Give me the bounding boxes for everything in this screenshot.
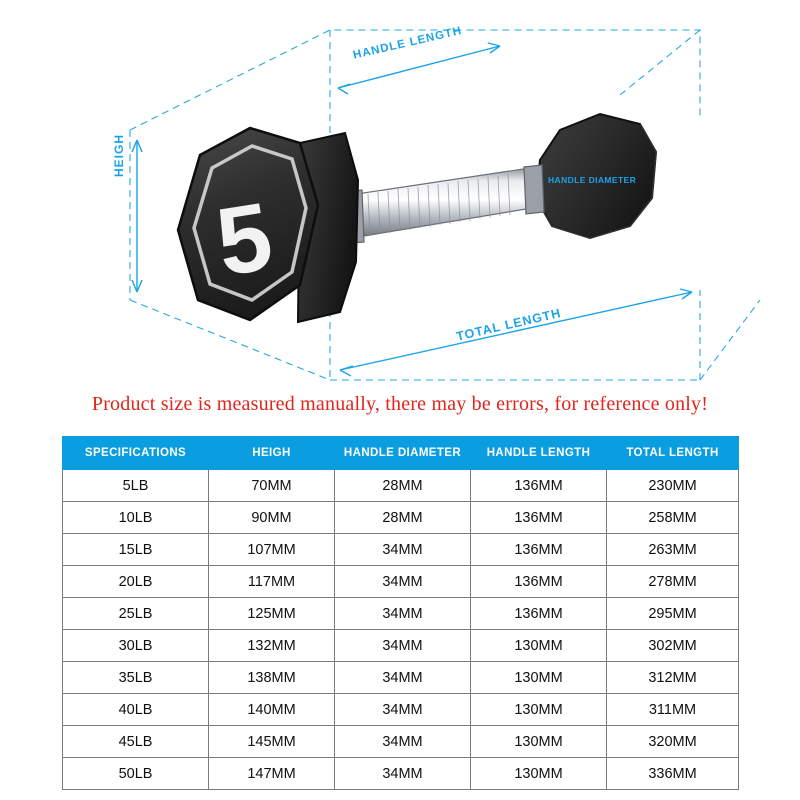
- cell-handle-length: 130MM: [471, 630, 607, 662]
- dumbbell-illustration: [0, 0, 800, 392]
- cell-total-length: 336MM: [607, 758, 739, 790]
- cell-handle-diameter: 34MM: [335, 566, 471, 598]
- table-row: [63, 598, 739, 630]
- cell-heigh: 70MM: [209, 470, 335, 502]
- cell-specification: 45LB: [63, 726, 209, 758]
- cell-total-length: 311MM: [607, 694, 739, 726]
- dumbbell-handle: [345, 165, 544, 243]
- cell-handle-length: 136MM: [471, 502, 607, 534]
- cell-total-length: 258MM: [607, 502, 739, 534]
- cell-handle-diameter: 34MM: [335, 726, 471, 758]
- cell-heigh: 132MM: [209, 630, 335, 662]
- cell-handle-length: 136MM: [471, 470, 607, 502]
- table-row: [63, 662, 739, 694]
- measurement-notice: Product size is measured manually, there may be errors, for reference only!: [91, 393, 709, 415]
- table-row: [63, 694, 739, 726]
- dumbbell-weight-number: 5: [209, 182, 280, 297]
- table-row: [63, 470, 739, 502]
- total-length-label: TOTAL LENGTH: [455, 305, 563, 344]
- cell-specification: 10LB: [63, 502, 209, 534]
- cell-heigh: 147MM: [209, 758, 335, 790]
- column-header-handle-length: HANDLE LENGTH: [471, 437, 607, 470]
- cell-handle-length: 130MM: [471, 758, 607, 790]
- cell-total-length: 302MM: [607, 630, 739, 662]
- cell-total-length: 278MM: [607, 566, 739, 598]
- table-header-row: [63, 437, 739, 470]
- total-length-dimension: [340, 289, 692, 376]
- cell-specification: 25LB: [63, 598, 209, 630]
- table-row: [63, 630, 739, 662]
- cell-heigh: 138MM: [209, 662, 335, 694]
- specifications-table: [62, 436, 739, 790]
- cell-total-length: 295MM: [607, 598, 739, 630]
- handle-length-label: HANDLE LENGTH: [352, 24, 464, 62]
- handle-diameter-label: HANDLE DIAMETER: [548, 175, 637, 185]
- cell-specification: 20LB: [63, 566, 209, 598]
- heigh-dimension: [132, 140, 142, 292]
- cell-total-length: 320MM: [607, 726, 739, 758]
- cell-heigh: 140MM: [209, 694, 335, 726]
- cell-heigh: 145MM: [209, 726, 335, 758]
- column-header-specifications: SPECIFICATIONS: [63, 437, 209, 470]
- dumbbell-diagram-svg: [0, 0, 800, 392]
- cell-heigh: 117MM: [209, 566, 335, 598]
- dumbbell-left-head: [178, 128, 358, 322]
- cell-specification: 15LB: [63, 534, 209, 566]
- cell-specification: 5LB: [63, 470, 209, 502]
- cell-handle-length: 130MM: [471, 726, 607, 758]
- cell-heigh: 125MM: [209, 598, 335, 630]
- table-body: [63, 470, 739, 790]
- cell-handle-diameter: 28MM: [335, 470, 471, 502]
- cell-handle-diameter: 34MM: [335, 694, 471, 726]
- cell-handle-length: 136MM: [471, 598, 607, 630]
- column-header-handle-diameter: HANDLE DIAMETER: [335, 437, 471, 470]
- cell-heigh: 90MM: [209, 502, 335, 534]
- cell-handle-diameter: 34MM: [335, 662, 471, 694]
- specifications-table-container: [62, 436, 738, 790]
- cell-handle-length: 136MM: [471, 566, 607, 598]
- heigh-label: HEIGH: [112, 133, 126, 177]
- cell-handle-diameter: 34MM: [335, 598, 471, 630]
- cell-handle-diameter: 34MM: [335, 630, 471, 662]
- cell-handle-diameter: 34MM: [335, 534, 471, 566]
- table-row: [63, 566, 739, 598]
- cell-specification: 35LB: [63, 662, 209, 694]
- table-row: [63, 726, 739, 758]
- table-row: [63, 534, 739, 566]
- cell-handle-length: 130MM: [471, 662, 607, 694]
- table-row: [63, 758, 739, 790]
- cell-total-length: 312MM: [607, 662, 739, 694]
- cell-total-length: 263MM: [607, 534, 739, 566]
- column-header-heigh: HEIGH: [209, 437, 335, 470]
- dumbbell-graphic: [178, 114, 656, 322]
- cell-specification: 40LB: [63, 694, 209, 726]
- cell-total-length: 230MM: [607, 470, 739, 502]
- cell-handle-length: 136MM: [471, 534, 607, 566]
- cell-heigh: 107MM: [209, 534, 335, 566]
- cell-handle-diameter: 28MM: [335, 502, 471, 534]
- cell-handle-diameter: 34MM: [335, 758, 471, 790]
- column-header-total-length: TOTAL LENGTH: [607, 437, 739, 470]
- table-row: [63, 502, 739, 534]
- cell-specification: 30LB: [63, 630, 209, 662]
- cell-specification: 50LB: [63, 758, 209, 790]
- cell-handle-length: 130MM: [471, 694, 607, 726]
